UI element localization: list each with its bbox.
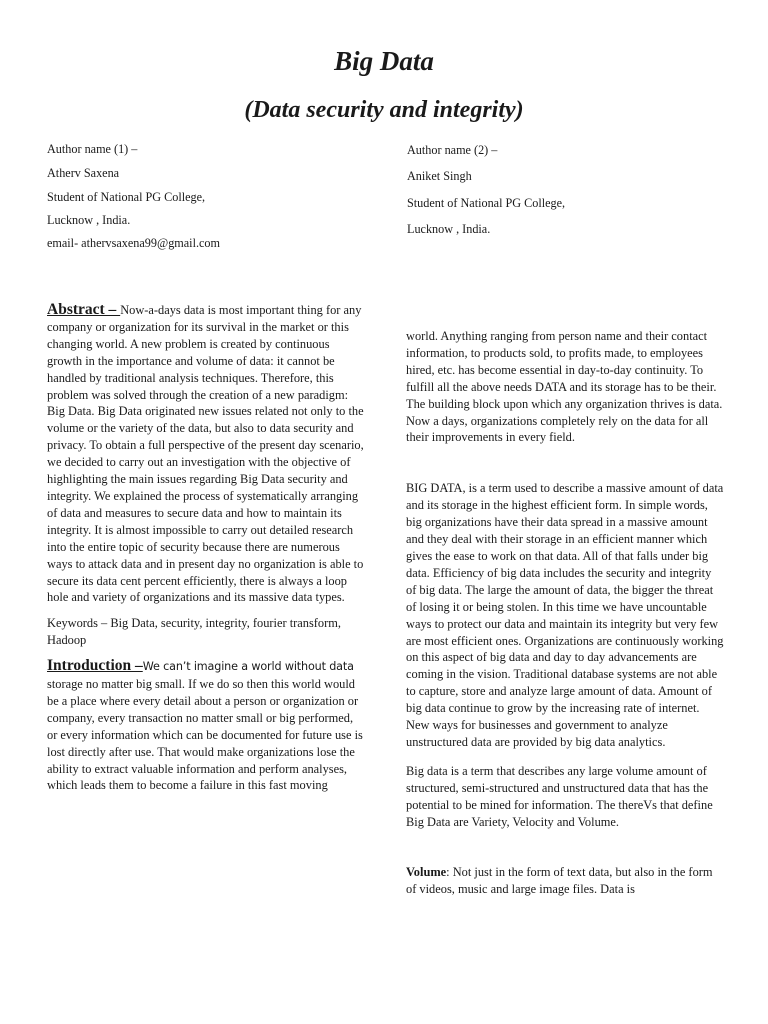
author-2-affiliation: Student of National PG College, bbox=[407, 196, 566, 210]
author-1-email: email- athervsaxena99@gmail.com bbox=[47, 236, 220, 250]
introduction-heading: Introduction – bbox=[47, 657, 143, 675]
author-1-location: Lucknow , India. bbox=[47, 213, 131, 227]
author-2-name: Aniket Singh bbox=[407, 169, 472, 183]
paper-title: Big Data bbox=[334, 46, 434, 76]
abstract-text: Now-a-days data is most important thing for any company or organization for its survival in the market or this changing world. A new problem is created by continuous growth in the importance and volume of data: it cannot be handled by traditional analysis techniques. Therefore, this problem was solved through the creation of a new paradigm: Big Data. Big Data originated new issues related not only to the volume or the variety of the data, but also to data security and privacy. To obtain a full perspective of the present day scenario, we decided to carry out an investigation with the objective of highlighting the main issues regarding Big Data security and integrity. We explained the process of systematically arranging of data and measures to secure data and how to maintain its integrity. It is almost impossible to carry out detailed research into the entire topic of security because there are numerous ways to attack data and in present day no organization is able to secure its data cent percent efficiently, there is always a loop hole and variety of organizations and its massive data types. bbox=[47, 303, 364, 605]
volume-label: Volume bbox=[406, 865, 447, 880]
volume-text: : Not just in the form of text data, but also in the form of videos, music and large image files. Data is bbox=[406, 865, 713, 897]
abstract-paragraph bbox=[47, 302, 365, 606]
volume-paragraph bbox=[406, 864, 724, 898]
author-2-location: Lucknow , India. bbox=[407, 222, 491, 236]
author-2-label: Author name (2) – bbox=[407, 143, 498, 157]
author-1-label: Author name (1) – bbox=[47, 142, 138, 156]
paper-subtitle: (Data security and integrity) bbox=[244, 97, 524, 123]
introduction-paragraph bbox=[47, 658, 365, 794]
abstract-heading: Abstract – bbox=[47, 301, 121, 318]
continuation-paragraph: world. Anything ranging from person name and their contact information, to products sold, to profits made, to employees hired, etc. has become essential in day-to-day continuity. To fulfill all the above needs DATA and its storage has to be their. The building block upon which any organization thrives is data. Now a days, organizations completely rely on the data for all their improvements in every field. bbox=[406, 329, 723, 445]
introduction-lead: We can’t imagine a world without data bbox=[142, 660, 354, 674]
author-1-name: Atherv Saxena bbox=[47, 166, 120, 180]
big-data-term-paragraph: Big data is a term that describes any large volume amount of structured, semi-structured and unstructured data that has the potential to be mined for information. The thereVs that define Big Data are Variety, Velocity and Volume. bbox=[406, 763, 713, 829]
big-data-paragraph: BIG DATA, is a term used to describe a massive amount of data and its storage in the highest efficient form. In simple words, big organizations have their data spread in a massive amount and they deal with their storage in an efficient manner which gives the ease to work on that data. All of that falls under big data. Efficiency of big data includes the security and integrity of big data. The large the amount of data, the bigger the threat of losing it or being stolen. In this time we have uncountable ways to protect our data and maintain its integrity but very few are most efficient ones. Organizations are continuously working on this aspect of big data and day to day advancements are coming in the vision. Traditional database systems are not able to capture, store and analyze large amount of data. Amount of big data continue to grow by the increasing rate of internet. New ways for businesses and government to analyze unstructured data are provided by big data analytics. bbox=[406, 481, 724, 749]
keywords: Keywords – Big Data, security, integrity, fourier transform, Hadoop bbox=[47, 616, 341, 648]
right-column bbox=[406, 328, 724, 898]
left-column bbox=[47, 302, 365, 794]
author-1-affiliation: Student of National PG College, bbox=[47, 190, 206, 204]
introduction-text: storage no matter big small. If we do so then this world would be a place where every detail about a person or organization or company, every transaction no matter small or big performed, or every information which can be documented for future use is lost directly after use. That would make organizations lose the ability to extract valuable information and perform analyses, which leads them to become a failure in this fast moving bbox=[47, 677, 363, 793]
